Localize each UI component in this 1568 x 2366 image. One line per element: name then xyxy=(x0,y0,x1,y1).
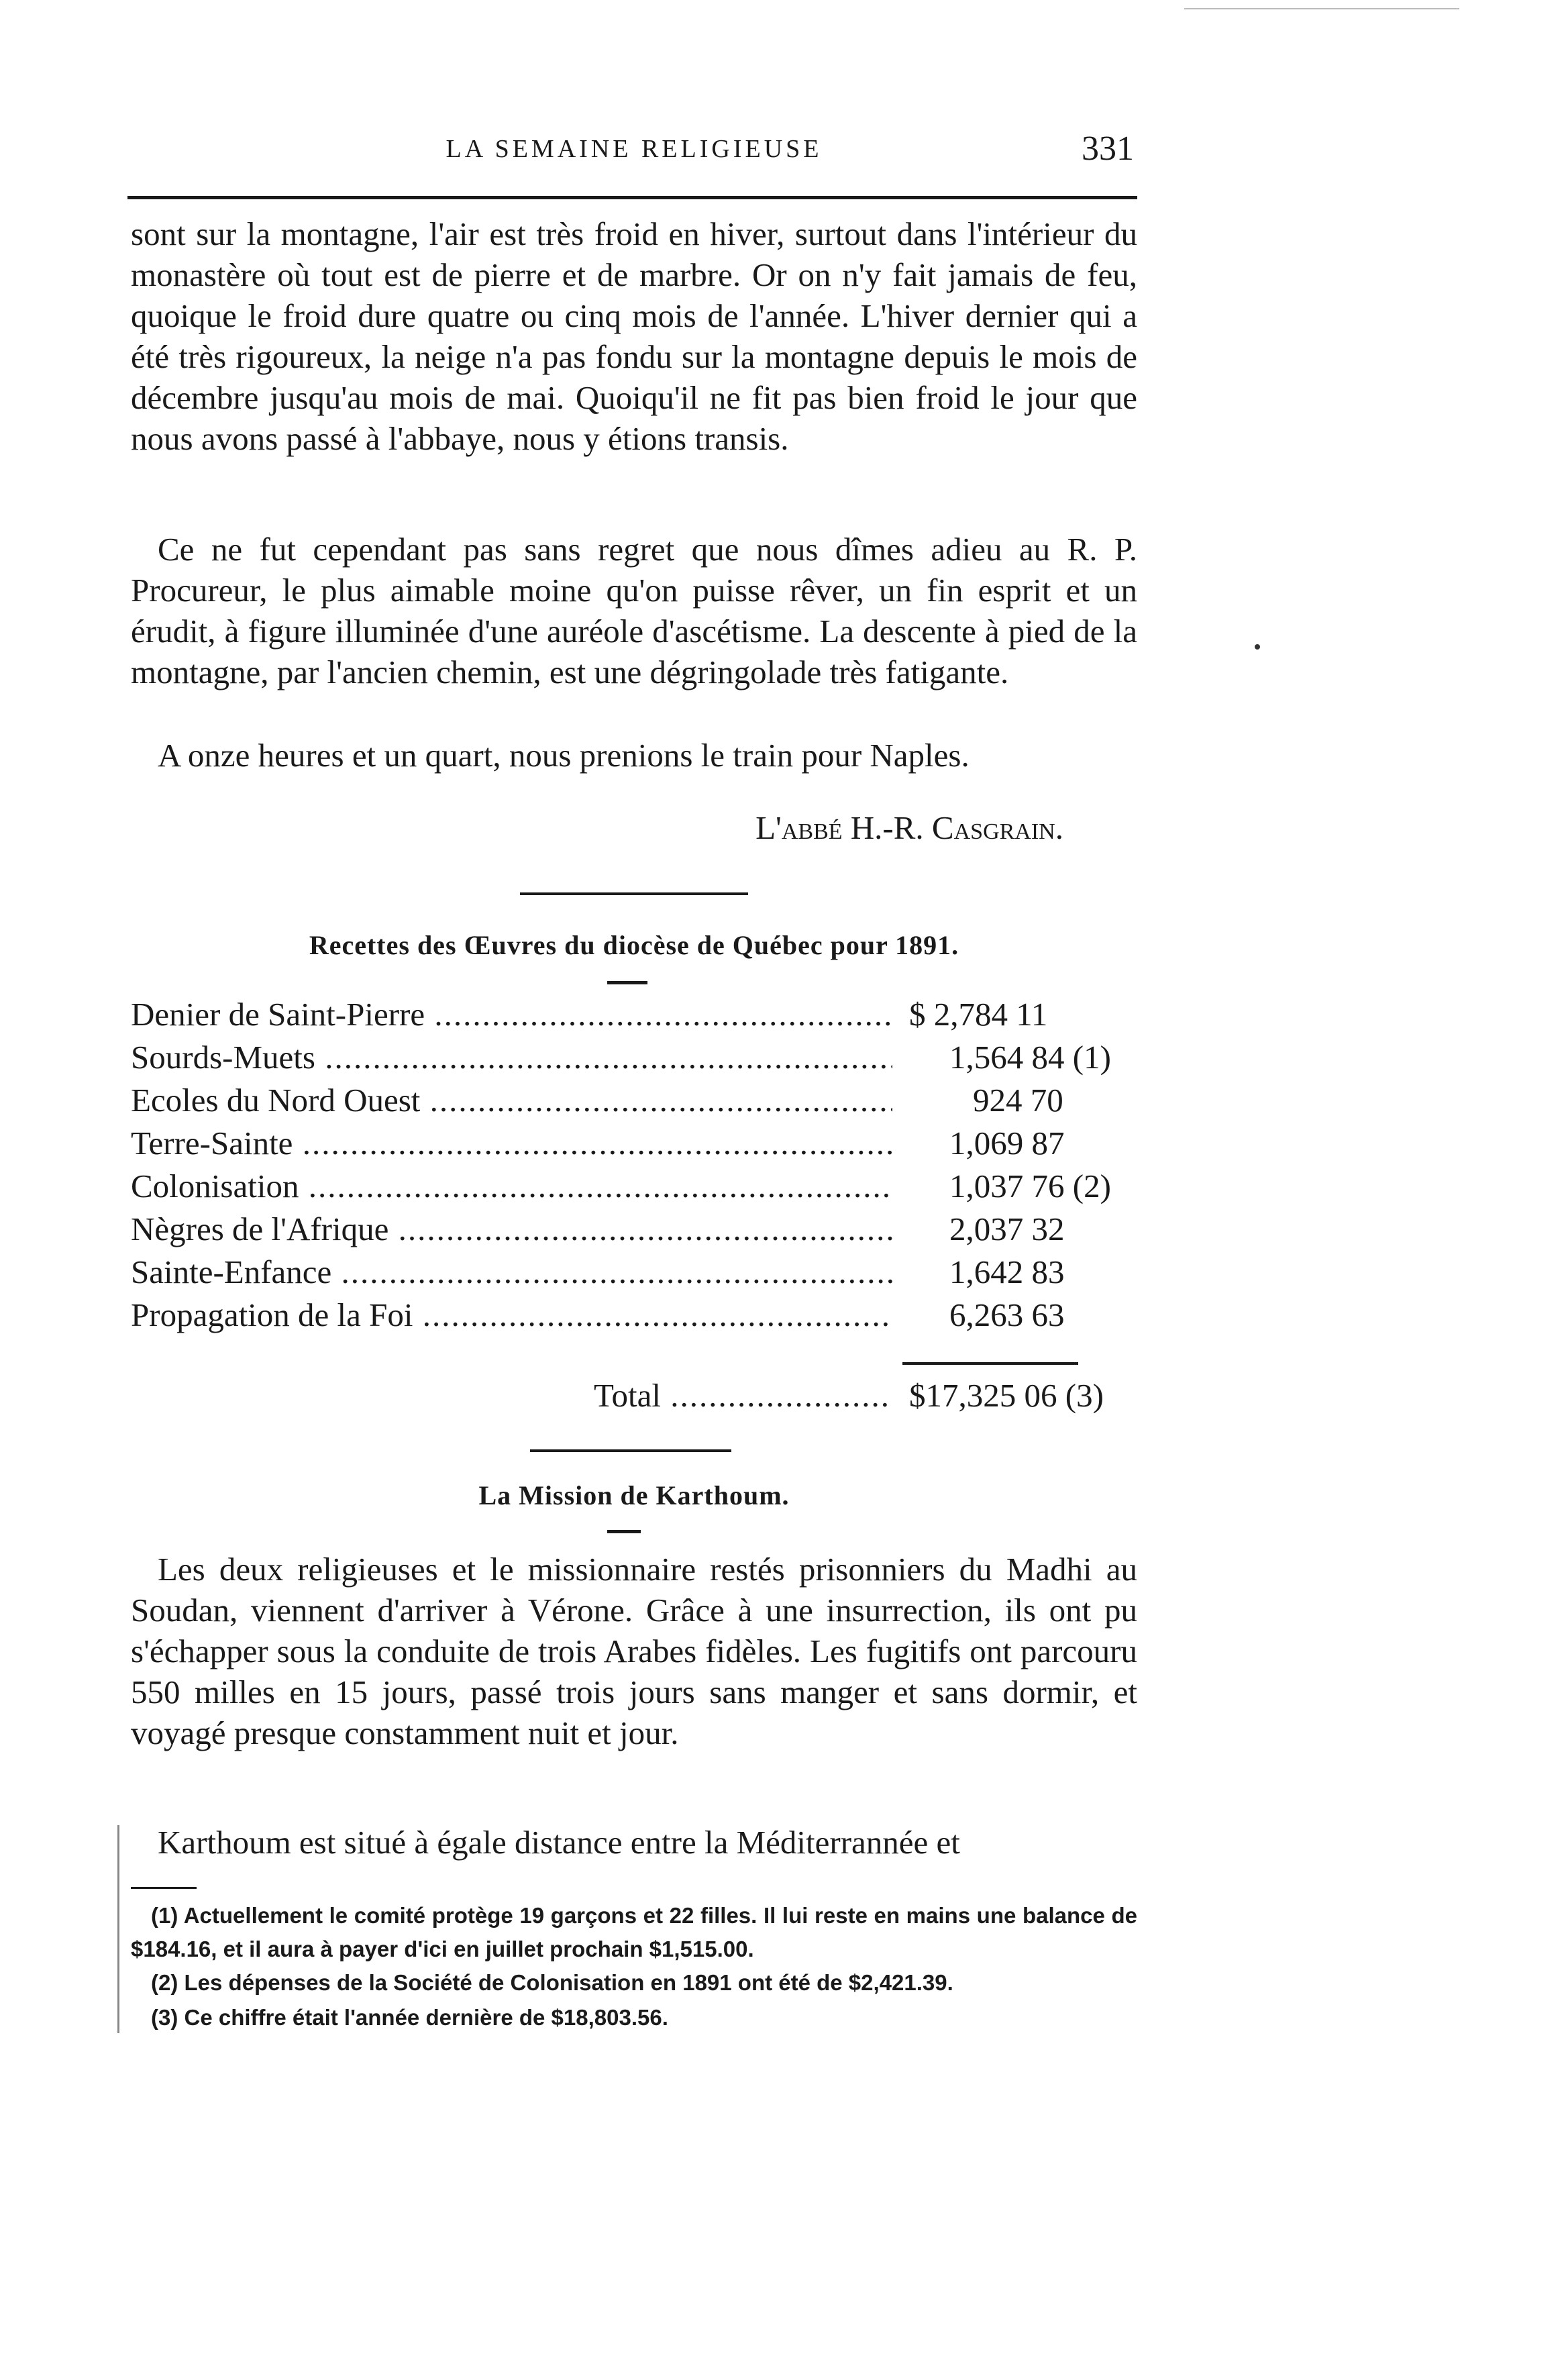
header-rule xyxy=(127,196,1137,199)
total-rule xyxy=(902,1362,1078,1365)
row-label: Colonisation ..... xyxy=(131,1165,892,1208)
paragraph-monastery: sont sur la montagne, l'air est très froid en hiver, surtout dans l'intérieur du monastère où tout est de pierre et de marbre. Or on n'y fait jamais de feu, quoique le froid dure quatre ou cinq mois de l'année. L'hiver dernier qui a été très rigoureux, la neige n'a pas fondu sur la montagne depuis le mois de décembre jusqu'au mois de mai. Quoiqu'il ne fit pas bien froid le jour que nous avons passé à l'abbaye, nous y étions transis. xyxy=(131,215,1137,457)
table-row xyxy=(131,1294,1137,1337)
section-divider xyxy=(520,892,748,895)
author-signature: L'abbé H.-R. Casgrain. xyxy=(755,809,1063,846)
total-rules xyxy=(902,1362,1078,1369)
table-row xyxy=(131,1079,1137,1122)
title-dash xyxy=(607,1530,641,1533)
footnote-rule xyxy=(131,1887,197,1889)
title-dash xyxy=(607,981,647,984)
total-label: Total ..... xyxy=(594,1374,892,1417)
paragraph-farewell: Ce ne fut cependant pas sans regret que nous dîmes adieu au R. P. Procureur, le plus aimable moine qu'on puisse rêver, un fin esprit et un érudit, à figure illuminée d'une auréole d'ascétisme. La descente à pied de la montagne, par l'ancien chemin, est une dégringolade très fatigante. xyxy=(131,531,1137,690)
row-label: Denier de Saint-Pierre ..... xyxy=(131,993,892,1036)
row-label: Terre-Sainte ..... xyxy=(131,1122,892,1165)
receipts-title: Recettes des Œuvres du diocèse de Québec pour 1891. xyxy=(309,930,959,960)
row-label: Ecoles du Nord Ouest ..... xyxy=(131,1079,892,1122)
row-amount: $ 2,784 11 xyxy=(909,996,1048,1033)
receipts-table xyxy=(131,993,1137,1337)
row-amount: 6,263 63 xyxy=(949,1296,1065,1333)
row-amount: 1,069 87 xyxy=(949,1125,1065,1162)
paragraph-karthoum: Karthoum est situé à égale distance entre la Méditerrannée et xyxy=(158,1824,960,1861)
scan-speck xyxy=(1255,644,1260,650)
table-row xyxy=(131,1208,1137,1251)
row-label: Nègres de l'Afrique ..... xyxy=(131,1208,892,1251)
mission-title: La Mission de Karthoum. xyxy=(478,1480,790,1510)
row-label: Sainte-Enfance ..... xyxy=(131,1251,892,1294)
row-amount: 1,564 84 (1) xyxy=(949,1039,1111,1076)
table-row xyxy=(131,1165,1137,1208)
row-label: Sourds-Muets ..... xyxy=(131,1036,892,1079)
row-amount: 924 70 xyxy=(973,1082,1063,1119)
table-row xyxy=(131,1251,1137,1294)
total-row xyxy=(131,1374,1137,1417)
table-row xyxy=(131,1036,1137,1079)
paragraph-mission: Les deux religieuses et le missionnaire restés prisonniers du Madhi au Soudan, viennent d'arriver à Vérone. Grâce à une insurrection, ils ont pu s'échapper sous la conduite de trois Arabes fidèles. Les fugitifs ont parcouru 550 milles en 15 jours, passé trois jours sans manger et sans dormir, et voyagé presque constamment nuit et jour. xyxy=(131,1551,1137,1751)
total-amount: $17,325 06 (3) xyxy=(909,1377,1104,1414)
paragraph-train: A onze heures et un quart, nous prenions le train pour Naples. xyxy=(158,737,970,774)
row-amount: 1,037 76 (2) xyxy=(949,1168,1111,1204)
footnote-1: (1) Actuellement le comité protège 19 garçons et 22 filles. Il lui reste en mains une balance de $184.16, et il aura à payer d'ici en juillet prochain $1,515.00. xyxy=(131,1903,1137,1961)
running-header xyxy=(134,130,1134,181)
table-row xyxy=(131,993,1137,1036)
row-label: Propagation de la Foi ..... xyxy=(131,1294,892,1337)
scan-artifact-line xyxy=(117,1825,119,2033)
section-divider xyxy=(530,1449,731,1452)
row-amount: 2,037 32 xyxy=(949,1211,1065,1247)
footnote-2: (2) Les dépenses de la Société de Colonisation en 1891 ont été de $2,421.39. xyxy=(151,1970,953,1995)
row-amount: 1,642 83 xyxy=(949,1253,1065,1290)
footnote-3: (3) Ce chiffre était l'année dernière de $18,803.56. xyxy=(151,2005,668,2030)
scan-artifact-top xyxy=(1184,8,1459,9)
journal-title: LA SEMAINE RELIGIEUSE xyxy=(446,135,823,163)
page-number: 331 xyxy=(1082,130,1134,168)
table-row xyxy=(131,1122,1137,1165)
